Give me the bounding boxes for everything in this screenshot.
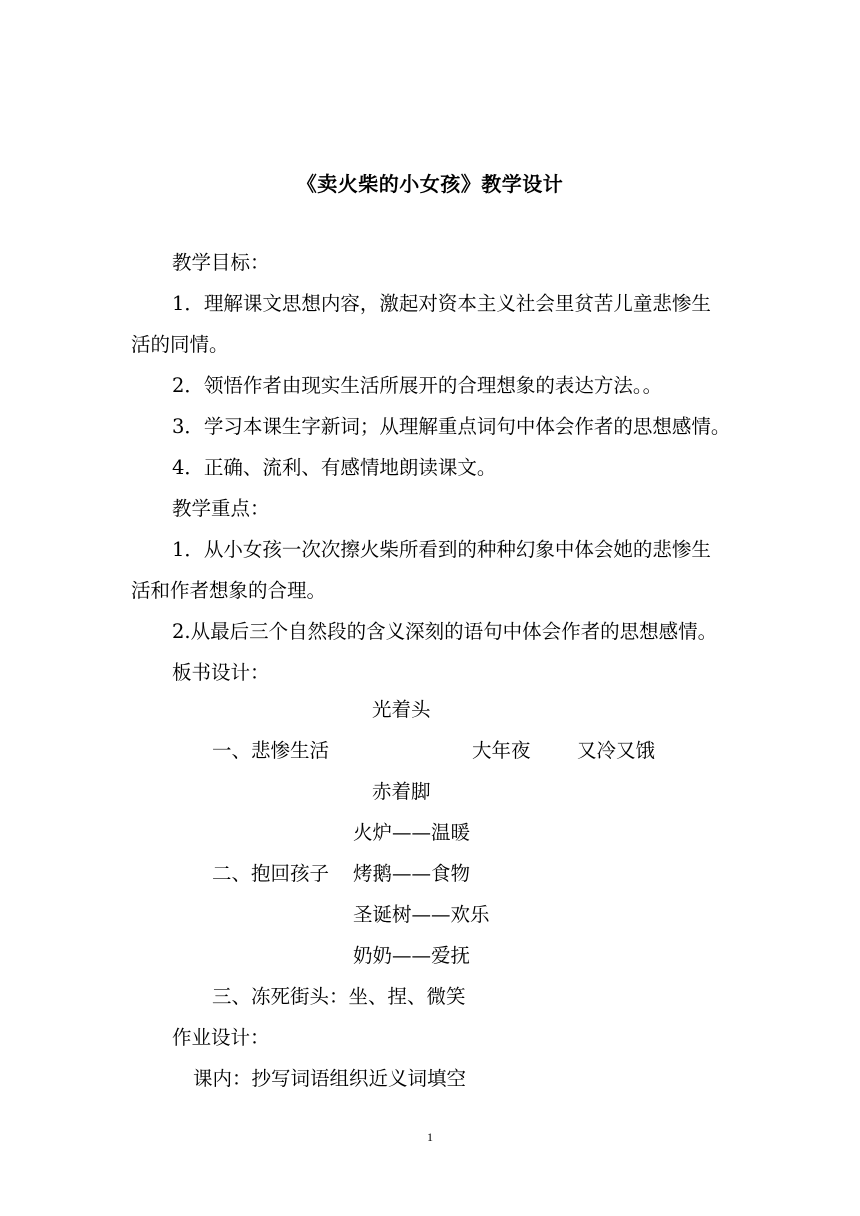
board-bare-feet: 赤着脚 [372, 780, 431, 803]
focus-item-continued: 活和作者想象的合理。 [131, 579, 327, 602]
homework-heading: 作业设计： [172, 1026, 270, 1049]
board-part-two: 二、抱回孩子 [212, 862, 330, 885]
goal-item: 3．学习本课生字新词；从理解重点词句中体会作者的思想感情。 [172, 415, 731, 438]
focus-item: 1．从小女孩一次次擦火柴所看到的种种幻象中体会她的悲惨生 [172, 538, 711, 561]
goal-item: 1．理解课文思想内容，激起对资本主义社会里贫苦儿童悲惨生 [172, 292, 711, 315]
board-heading: 板书设计： [172, 661, 270, 684]
board-part-one: 一、悲惨生活 [212, 739, 330, 762]
focus-item: 2.从最后三个自然段的含义深刻的语句中体会作者的思想感情。 [172, 620, 718, 643]
board-bare-head: 光着头 [372, 698, 431, 721]
board-part-three: 三、冻死街头：坐、捏、微笑 [212, 985, 466, 1008]
goal-item: 4．正确、流利、有感情地朗读课文。 [172, 456, 497, 479]
board-new-year-eve: 大年夜 [472, 739, 531, 762]
goal-item-continued: 活的同情。 [131, 333, 229, 356]
board-cold-hungry: 又冷又饿 [577, 739, 656, 762]
board-stove: 火炉——温暖 [353, 821, 471, 844]
goal-item: 2．领悟作者由现实生活所展开的合理想象的表达方法。。 [172, 374, 663, 397]
board-grandma: 奶奶——爱抚 [353, 944, 471, 967]
homework-in-class: 课内：抄写词语组织近义词填空 [193, 1067, 467, 1090]
board-goose: 烤鹅——食物 [353, 862, 471, 885]
goals-heading: 教学目标： [172, 251, 270, 274]
document-title: 《卖火柴的小女孩》教学设计 [296, 172, 564, 196]
focus-heading: 教学重点： [172, 497, 270, 520]
page-number: 1 [427, 1130, 433, 1144]
board-tree: 圣诞树——欢乐 [353, 903, 490, 926]
